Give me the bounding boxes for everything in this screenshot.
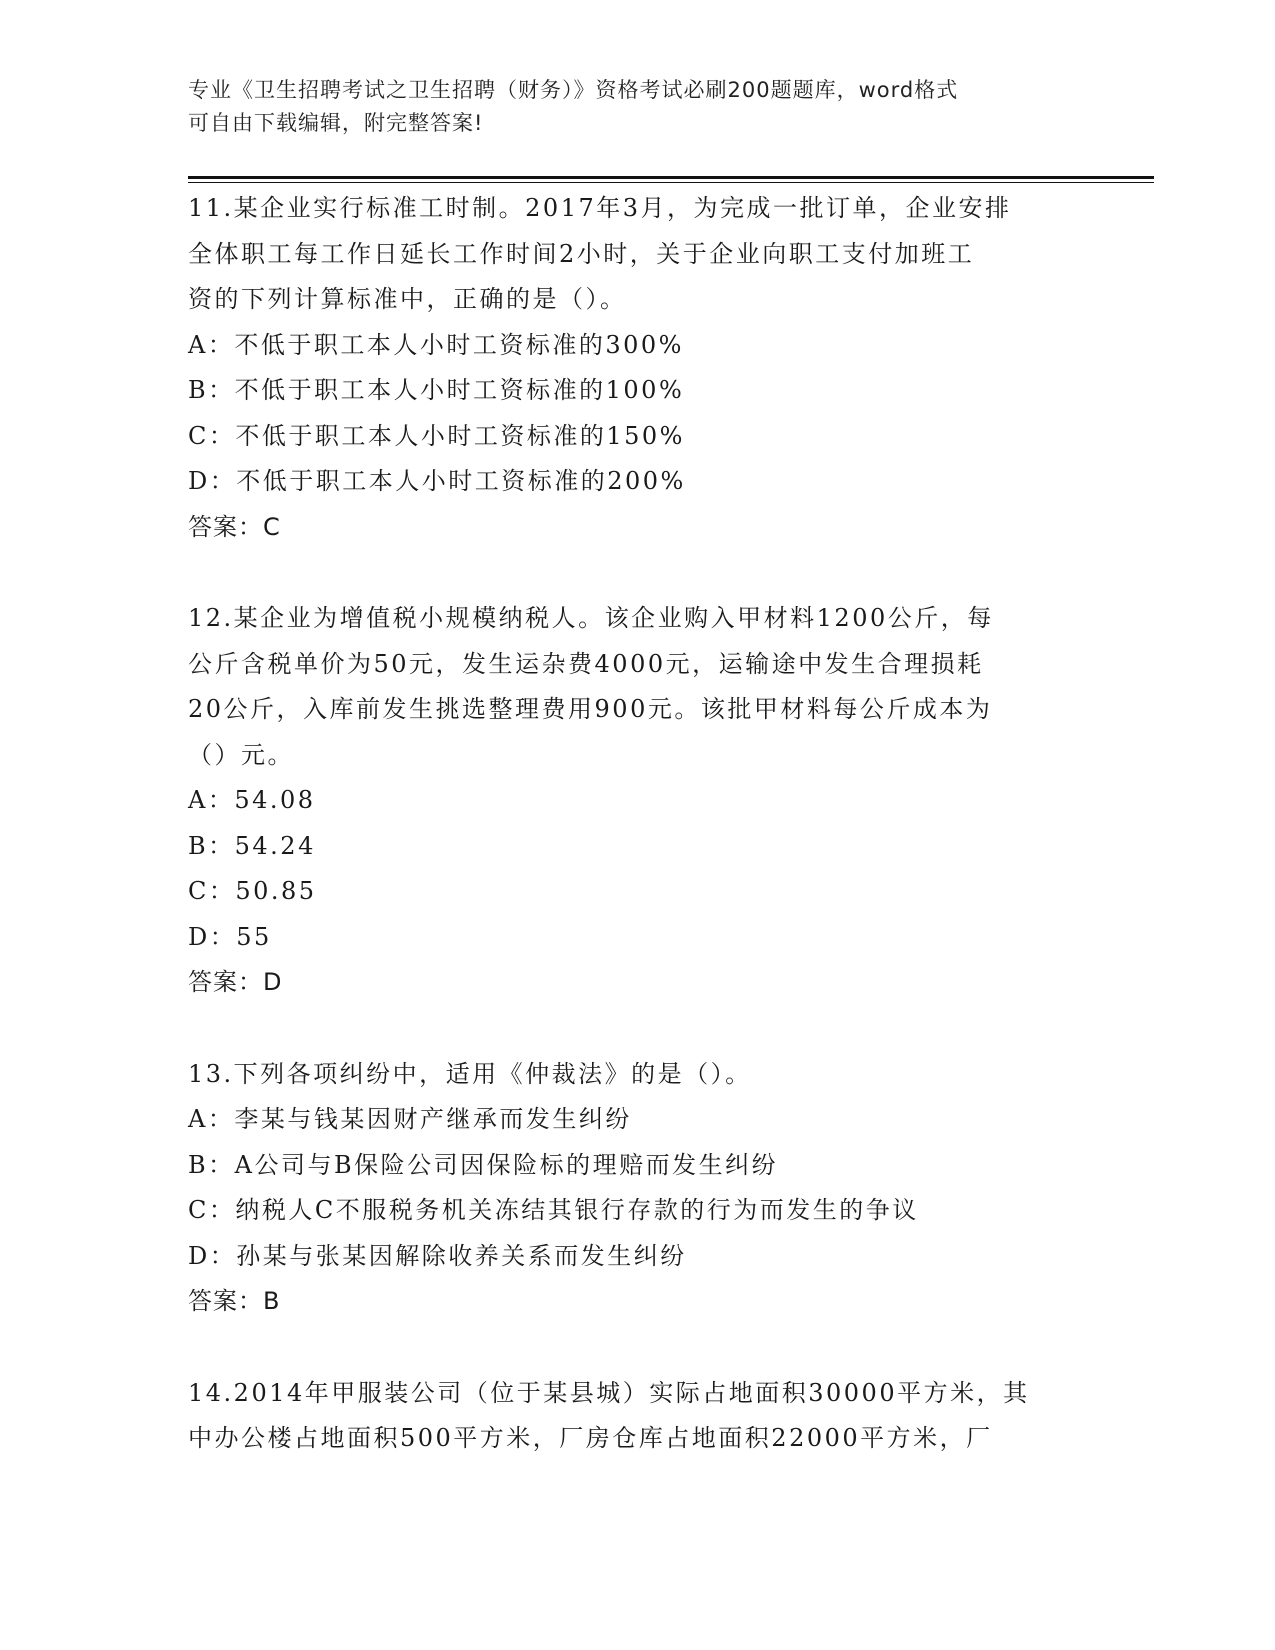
answer-line: 答案：C	[188, 512, 281, 541]
question-13	[188, 1052, 1088, 1325]
question-stem-line: 13.下列各项纠纷中，适用《仲裁法》的是（）。	[188, 1059, 752, 1088]
question-stem-line: 公斤含税单价为50元，发生运杂费4000元，运输途中发生合理损耗	[188, 649, 984, 678]
option-d: D：不低于职工本人小时工资标准的200%	[188, 467, 686, 495]
option-c: C：50.85	[188, 877, 317, 905]
question-stem-line: 全体职工每工作日延长工作时间2小时，关于企业向职工支付加班工	[188, 239, 975, 268]
option-c: C：纳税人C不服税务机关冻结其银行存款的行为而发生的争议	[188, 1196, 919, 1224]
header-rule-thick	[188, 176, 1154, 179]
question-gap	[188, 1325, 1088, 1371]
header-line-1: 专业《卫生招聘考试之卫生招聘（财务）》资格考试必刷200题题库，word格式	[188, 78, 959, 102]
question-stem-line: 12.某企业为增值税小规模纳税人。该企业购入甲材料1200公斤，每	[188, 604, 994, 632]
question-stem-line: 中办公楼占地面积500平方米，厂房仓库占地面积22000平方米，厂	[188, 1424, 993, 1452]
option-a: A：李某与钱某因财产继承而发生纠纷	[188, 1105, 632, 1133]
question-11	[188, 186, 1088, 550]
header-rule-thin	[188, 182, 1154, 183]
option-a: A：54.08	[188, 786, 316, 814]
question-stem-line: 资的下列计算标准中，正确的是（）。	[188, 285, 627, 313]
option-c: C：不低于职工本人小时工资标准的150%	[188, 421, 685, 450]
option-b: B：54.24	[188, 831, 316, 860]
option-b: B：不低于职工本人小时工资标准的100%	[188, 376, 685, 404]
question-12	[188, 596, 1088, 1006]
question-stem-line: 14.2014年甲服装公司（位于某县城）实际占地面积30000平方米，其	[188, 1378, 1030, 1407]
option-a: A：不低于职工本人小时工资标准的300%	[188, 330, 684, 359]
answer-line: 答案：D	[188, 968, 283, 996]
option-d: D：55	[188, 922, 272, 951]
question-stem-line: （）元。	[188, 740, 294, 769]
answer-line: 答案：B	[188, 1287, 281, 1315]
question-list	[188, 186, 1088, 1462]
question-stem-line: 11.某企业实行标准工时制。2017年3月，为完成一批订单，企业安排	[188, 194, 1012, 222]
option-d: D：孙某与张某因解除收养关系而发生纠纷	[188, 1241, 687, 1270]
question-stem-line: 20公斤，入库前发生挑选整理费用900元。该批甲材料每公斤成本为	[188, 695, 993, 723]
question-gap	[188, 1006, 1088, 1052]
option-b: B：A公司与B保险公司因保险标的理赔而发生纠纷	[188, 1150, 779, 1179]
page-header	[188, 74, 1068, 140]
question-gap	[188, 550, 1088, 596]
question-14	[188, 1371, 1088, 1462]
header-line-2: 可自由下载编辑，附完整答案!	[188, 111, 484, 135]
